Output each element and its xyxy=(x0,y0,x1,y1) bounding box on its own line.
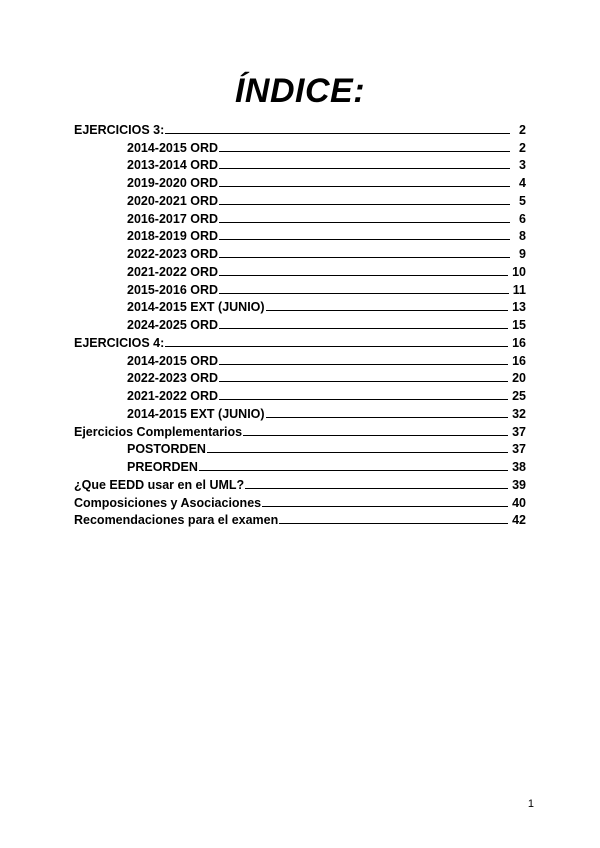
toc-leader-line xyxy=(219,151,510,152)
toc-entry[interactable] xyxy=(74,332,526,350)
toc-entry[interactable] xyxy=(74,421,526,439)
toc-entry-label: 2014-2015 EXT (JUNIO) xyxy=(127,300,265,315)
toc-leader-line xyxy=(243,435,508,436)
toc-leader-line xyxy=(219,364,508,365)
toc-entry-page: 39 xyxy=(512,477,526,492)
toc-entry-page: 6 xyxy=(519,211,526,226)
toc-entry-page: 37 xyxy=(512,424,526,439)
page-title: ÍNDICE: xyxy=(234,72,366,110)
toc-entry-label: 2022-2023 ORD xyxy=(127,371,219,386)
toc-entry-label: 2021-2022 ORD xyxy=(127,389,219,403)
toc-entry[interactable] xyxy=(74,243,526,261)
toc-entry[interactable] xyxy=(74,385,526,403)
toc-entry-page: 8 xyxy=(519,229,526,244)
toc-leader-line xyxy=(219,275,508,276)
toc-leader-line xyxy=(219,293,509,294)
toc-entry-page: 15 xyxy=(512,318,526,332)
toc-entry-label: 2014-2015 EXT (JUNIO) xyxy=(127,406,265,421)
toc-entry-page: 9 xyxy=(519,247,526,261)
toc-entry-label: 2015-2016 ORD xyxy=(127,282,219,297)
toc-entry[interactable] xyxy=(74,297,526,315)
toc-entry-label: 2018-2019 ORD xyxy=(127,229,219,244)
toc-entry-page: 20 xyxy=(512,371,526,386)
toc-entry-label: EJERCICIOS 3: xyxy=(74,122,165,137)
toc-entry[interactable] xyxy=(74,474,526,492)
toc-entry-label: 2014-2015 ORD xyxy=(127,353,219,368)
toc-leader-line xyxy=(219,257,510,258)
toc-entry-page: 5 xyxy=(519,193,526,208)
toc-entry-label: Recomendaciones para el examen xyxy=(74,513,279,528)
toc-entry-label: 2013-2014 ORD xyxy=(127,158,219,173)
toc-leader-line xyxy=(262,506,508,507)
toc-entry-label: Composiciones y Asociaciones xyxy=(74,495,262,510)
toc-entry-page: 25 xyxy=(512,389,526,403)
toc-entry[interactable] xyxy=(74,403,526,421)
toc-leader-line xyxy=(279,523,508,524)
toc-leader-line xyxy=(219,381,508,382)
toc-entry[interactable] xyxy=(74,314,526,332)
toc-entry[interactable] xyxy=(74,155,526,173)
toc-entry-page: 42 xyxy=(512,513,526,528)
toc-leader-line xyxy=(207,452,508,453)
toc-leader-line xyxy=(219,222,510,223)
toc-entry-label: 2016-2017 ORD xyxy=(127,211,219,226)
toc-leader-line xyxy=(245,488,508,489)
toc-entry[interactable] xyxy=(74,172,526,190)
toc-entry[interactable] xyxy=(74,368,526,386)
toc-entry[interactable] xyxy=(74,279,526,297)
toc-entry-page: 2 xyxy=(519,122,526,137)
toc-leader-line xyxy=(266,417,509,418)
toc-entry[interactable] xyxy=(74,492,526,510)
toc-leader-line xyxy=(165,346,508,347)
toc-leader-line xyxy=(219,204,510,205)
page-number: 1 xyxy=(527,798,534,810)
toc-entry-page: 16 xyxy=(512,353,526,368)
toc-entry-label: 2020-2021 ORD xyxy=(127,193,219,208)
toc-entry-page: 3 xyxy=(519,158,526,173)
toc-entry-label: 2022-2023 ORD xyxy=(127,247,219,261)
toc-leader-line xyxy=(219,239,510,240)
toc-entry-label: POSTORDEN xyxy=(127,442,206,457)
toc-entry-label: 2019-2020 ORD xyxy=(127,176,219,190)
toc-entry[interactable] xyxy=(74,456,526,474)
toc-leader-line xyxy=(199,470,508,471)
toc-entry[interactable] xyxy=(74,350,526,368)
toc-entry[interactable] xyxy=(74,510,526,528)
toc-entry-label: 2014-2015 ORD xyxy=(127,140,219,155)
toc-entry-page: 10 xyxy=(512,264,526,279)
toc-leader-line xyxy=(219,399,508,400)
toc-entry[interactable] xyxy=(74,439,526,457)
toc-entry-label: PREORDEN xyxy=(127,460,198,474)
toc-entry-page: 2 xyxy=(519,140,526,155)
toc-entry-page: 32 xyxy=(512,406,526,421)
toc-leader-line xyxy=(219,186,510,187)
toc-entry[interactable] xyxy=(74,190,526,208)
toc-entry-label: 2024-2025 ORD xyxy=(127,318,219,332)
toc-entry-page: 37 xyxy=(512,442,526,457)
toc-entry-label: EJERCICIOS 4: xyxy=(74,335,165,350)
toc-entry[interactable] xyxy=(74,208,526,226)
toc-leader-line xyxy=(165,133,510,134)
toc-entry[interactable] xyxy=(74,261,526,279)
toc-entry-label: ¿Que EEDD usar en el UML? xyxy=(74,477,245,492)
toc-entry-page: 13 xyxy=(512,300,526,315)
table-of-contents xyxy=(74,119,526,527)
toc-entry[interactable] xyxy=(74,226,526,244)
toc-entry-page: 40 xyxy=(512,495,526,510)
toc-entry[interactable] xyxy=(74,119,526,137)
toc-entry-label: 2021-2022 ORD xyxy=(127,264,219,279)
toc-entry-page: 38 xyxy=(512,460,526,474)
toc-leader-line xyxy=(219,168,510,169)
toc-entry-page: 11 xyxy=(512,282,526,297)
toc-entry-label: Ejercicios Complementarios xyxy=(74,424,243,439)
toc-leader-line xyxy=(266,310,509,311)
toc-leader-line xyxy=(219,328,508,329)
toc-entry-page: 4 xyxy=(519,176,526,190)
toc-entry[interactable] xyxy=(74,137,526,155)
toc-entry-page: 16 xyxy=(512,335,526,350)
